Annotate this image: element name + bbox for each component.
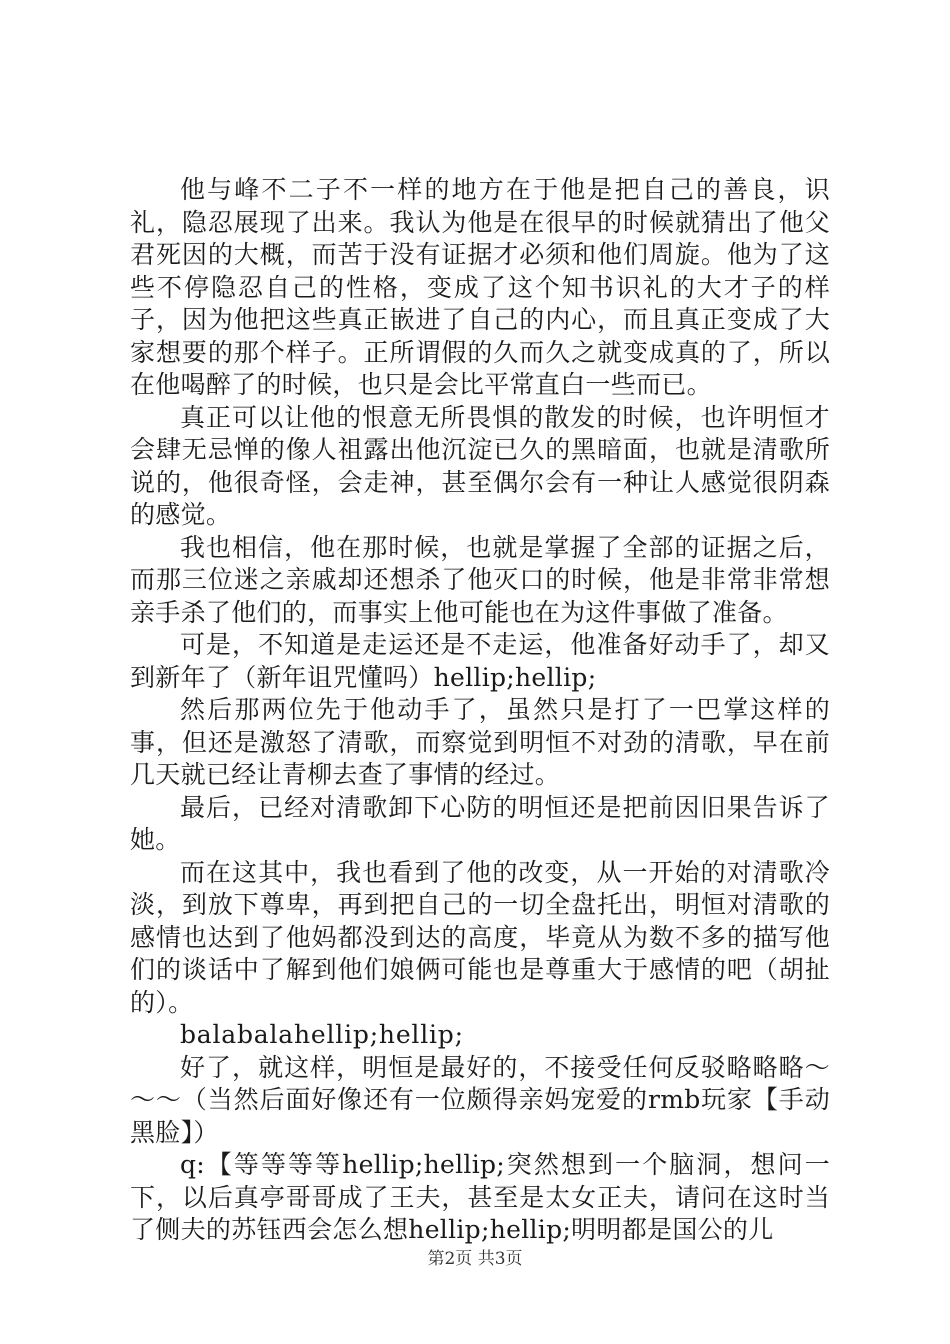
paragraph-2: 真正可以让他的恨意无所畏惧的散发的时候，也许明恒才会肆无忌惮的像人祖露出他沉淀已久的黑暗面，也就是清歌所说的，他很奇怪，会走神，甚至偶尔会有一种让人感觉很阴森的感觉。 [130, 402, 830, 529]
page-footer: 第2页 共3页 [427, 1249, 523, 1269]
paragraph-5: 然后那两位先于他动手了，虽然只是打了一巴掌这样的事，但还是激怒了清歌，而察觉到明恒不对劲的清歌，早在前几天就已经让青柳去查了事情的经过。 [130, 695, 830, 789]
paragraph-1: 他与峰不二子不一样的地方在于他是把自己的善良，识礼，隐忍展现了出来。我认为他是在很早的时候就猜出了他父君死因的大概，而苦于没有证据才必须和他们周旋。他为了这些不停隐忍自己的性格，变成了这个知书识礼的大才子的样子，因为他把这些真正嵌进了自己的内心，而且真正变成了大家想要的那个样子。正所谓假的久而久之就变成真的了，所以在他喝醉了的时候，也只是会比平常直白一些而已。 [130, 175, 830, 399]
paragraph-7: 而在这其中，我也看到了他的改变，从一开始的对清歌冷淡，到放下尊卑，再到把自己的一切全盘托出，明恒对清歌的感情也达到了他妈都没到达的高度，毕竟从为数不多的描写他们的谈话中了解到他们娘俩可能也是尊重大于感情的吧（胡扯的）。 [130, 857, 830, 1017]
document-body [130, 174, 830, 1247]
paragraph-6: 最后，已经对清歌卸下心防的明恒还是把前因旧果告诉了她。 [130, 792, 830, 854]
paragraph-3: 我也相信，他在那时候，也就是掌握了全部的证据之后，而那三位迷之亲戚却还想杀了他灭口的时候，他是非常非常想亲手杀了他们的，而事实上他可能也在为这件事做了准备。 [130, 532, 830, 627]
paragraph-9: 好了，就这样，明恒是最好的，不接受任何反驳略略略～～～（当然后面好像还有一位颇得亲妈宠爱的rmb玩家【手动黑脸】） [130, 1052, 830, 1147]
paragraph-4: 可是，不知道是走运还是不走运，他准备好动手了，却又到新年了（新年诅咒懂吗）hellip;hellip; [130, 630, 830, 692]
paragraph-10: q:【等等等等hellip;hellip;突然想到一个脑洞，想问一下，以后真亭哥哥成了王夫，甚至是太女正夫，请问在这时当了侧夫的苏钰西会怎么想hellip;hellip;明明都是国公的儿 [130, 1150, 830, 1244]
paragraph-8: balabalahellip;hellip; [180, 1020, 464, 1049]
